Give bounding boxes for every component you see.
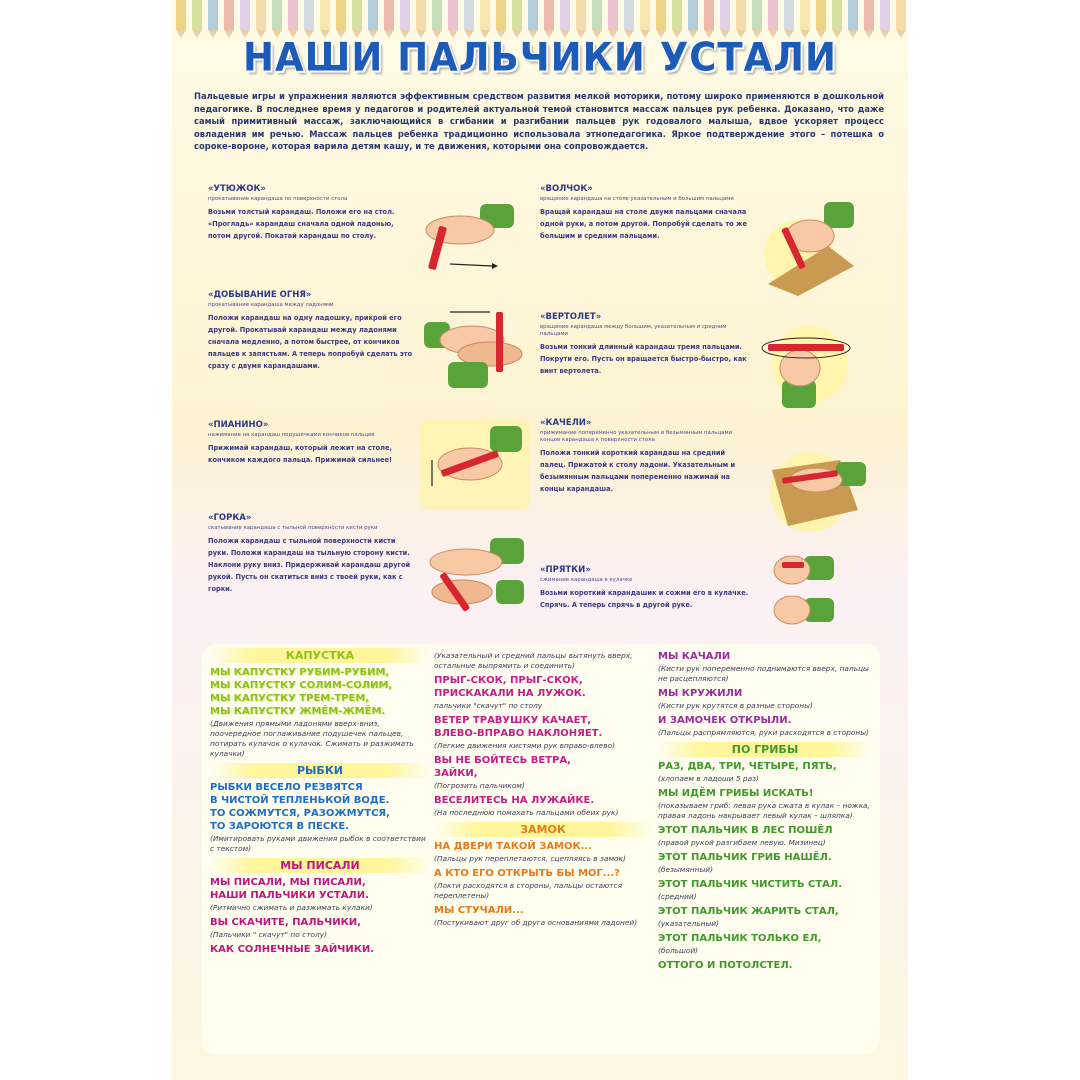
pencil-shape — [256, 0, 266, 30]
pencil-shape — [512, 0, 522, 30]
exercise-subtitle: прижимание попеременно указательным и безымянным пальцами концов карандаша к поверхности стола — [540, 430, 733, 443]
rhyme-line: ЭТОТ ПАЛЬЧИК ГРИБ НАШЁЛ. — [658, 852, 832, 863]
rhyme-line: МЫ КАПУСТКУ ЖМЁМ-ЖМЁМ. — [210, 706, 386, 717]
hand-kacheli-icon — [758, 440, 868, 540]
pencil-shape — [432, 0, 442, 30]
rhyme-note: (Постукивают друг об друга основаниями ладоней) — [434, 918, 638, 927]
pencil-shape — [720, 0, 730, 30]
exercise-text: Положи карандаш на одну ладошку, прикрой его другой. Прокатывай карандаш между ладонями сначала медленно, а потом быстрее, от кончиков пальцев к запястьям. А теперь попробуй сделать это сразу с двумя карандашами. — [208, 314, 413, 370]
rhyme-line: ВЫ СКАЧИТЕ, ПАЛЬЧИКИ, — [210, 917, 361, 928]
exercise-text: Положи тонкий короткий карандаш на средний палец. Прижатой к столу ладони. Указательным и безымянным пальцами попеременно нажимай на концы карандаша. — [540, 449, 736, 493]
rhyme-title-my-pisali: МЫ ПИСАЛИ — [210, 858, 430, 873]
rhyme-note: (Кисти рук крутятся в разные стороны) — [658, 701, 813, 710]
rhyme-title-po-griby: ПО ГРИБЫ — [658, 742, 872, 757]
rhyme-title-zamok: ЗАМОК — [434, 822, 652, 837]
pencil-shape — [336, 0, 346, 30]
rhyme-line: ПРИСКАКАЛИ НА ЛУЖОК. — [434, 688, 586, 699]
rhyme-note: (Погрозить пальчиком) — [434, 781, 525, 790]
pencil-shape — [400, 0, 410, 30]
rhyme-line: МЫ КРУЖИЛИ — [658, 688, 743, 699]
pencil-shape — [848, 0, 858, 30]
exercise-subtitle: нажимание на карандаш подушечками кончиков пальцев — [208, 432, 375, 438]
rhyme-note: (Ритмично сжимать и разжимать кулаки) — [210, 903, 373, 912]
rhyme-line: НАШИ ПАЛЬЧИКИ УСТАЛИ. — [210, 890, 369, 901]
pencil-shape — [896, 0, 906, 30]
rhyme-note: (показываем гриб: левая рука сжата в кулак – ножка, правая ладонь накрывает левый кулак – шляпка) — [658, 801, 870, 820]
exercise-title: «ПИАНИНО» — [208, 420, 269, 430]
pencil-shape — [560, 0, 570, 30]
exercise-subtitle: прокатывание карандаша между ладонями — [208, 302, 334, 308]
pencil-shape — [528, 0, 538, 30]
rhyme-line: КАК СОЛНЕЧНЫЕ ЗАЙЧИКИ. — [210, 944, 375, 955]
rhyme-note: (указательный) — [658, 919, 719, 928]
pencil-shape — [384, 0, 394, 30]
pencil-shape — [816, 0, 826, 30]
rhyme-note: (Пальцы распрямляются, руки расходятся в стороны) — [658, 728, 869, 737]
pencil-shape — [272, 0, 282, 30]
rhyme-note: (Движения прямыми ладонями вверх-вниз, поочередное поглаживание подушечек пальцев, потирать кулачок о кулачок. Сжимать и разжимать кулачки) — [210, 719, 414, 758]
rhyme-line: В ЧИСТОЙ ТЕПЛЕНЬКОЙ ВОДЕ. — [210, 795, 390, 806]
exercise-text: Вращай карандаш на столе двумя пальцами сначала одной руки, а потом другой. Попробуй сделать то же большим и средним пальцами. — [540, 208, 748, 240]
rhyme-note: (Локти расходятся в стороны, пальцы остаются переплетены) — [434, 881, 623, 900]
rhyme-line: ЭТОТ ПАЛЬЧИК ТОЛЬКО ЕЛ, — [658, 933, 822, 944]
pencil-shape — [832, 0, 842, 30]
exercise-title: «КАЧЕЛИ» — [540, 418, 592, 428]
pencil-shape — [208, 0, 218, 30]
hand-gorka-icon — [420, 530, 530, 620]
rhyme-line: МЫ ИДЁМ ГРИБЫ ИСКАТЬ! — [658, 788, 814, 799]
pencil-shape — [672, 0, 682, 30]
rhyme-line: ЗАЙКИ, — [434, 768, 478, 779]
pencil-shape — [704, 0, 714, 30]
exercise-title: «УТЮЖОК» — [208, 184, 266, 194]
rhyme-line: ЭТОТ ПАЛЬЧИК ЧИСТИТЬ СТАЛ. — [658, 879, 843, 890]
pencil-shape — [768, 0, 778, 30]
rhyme-line: МЫ КАПУСТКУ ТРЕМ-ТРЕМ, — [210, 693, 370, 704]
rhyme-note: пальчики "скачут" по столу — [434, 701, 543, 710]
rhyme-line: ВЛЕВО-ВПРАВО НАКЛОНЯЕТ. — [434, 728, 603, 739]
pencil-shape — [688, 0, 698, 30]
hand-pencil-icon — [420, 196, 520, 276]
exercise-text: Возьми толстый карандаш. Положи его на стол. «Прогладь» карандаш сначала одной ладонью, потом другой. Покатай карандаш по столу. — [208, 208, 395, 240]
rhyme-note: (Пальцы рук переплетаются, сцепляясь в замок) — [434, 854, 626, 863]
rhyme-line: ПРЫГ-СКОК, ПРЫГ-СКОК, — [434, 675, 583, 686]
pencil-shape — [592, 0, 602, 30]
rhymes-section — [202, 644, 880, 1054]
hand-pryatki-icon — [768, 550, 852, 634]
hand-pianino-icon — [420, 420, 530, 510]
pencil-shape — [544, 0, 554, 30]
hand-volchok-icon — [758, 196, 862, 296]
rhyme-note: (Пальчики " скачут" по столу) — [210, 930, 328, 939]
pencil-shape — [288, 0, 298, 30]
exercise-title: «ПРЯТКИ» — [540, 565, 591, 575]
rhyme-line: ЭТОТ ПАЛЬЧИК ЖАРИТЬ СТАЛ, — [658, 906, 839, 917]
pencil-shape — [608, 0, 618, 30]
exercise-kacheli — [540, 418, 750, 495]
rhyme-title-kapustka: КАПУСТКА — [210, 648, 430, 663]
pencil-shape — [496, 0, 506, 30]
pencil-shape — [416, 0, 426, 30]
pencil-shape — [368, 0, 378, 30]
pencil-shape — [464, 0, 474, 30]
exercise-text: Возьми тонкий длинный карандаш тремя пальцами. Покрути его. Пусть он вращается быстро-быстро, как винт вертолета. — [540, 343, 747, 375]
hands-rolling-icon — [420, 302, 540, 392]
exercise-subtitle: прокатывание карандаша по поверхности стола — [208, 196, 348, 202]
rhyme-line: РАЗ, ДВА, ТРИ, ЧЕТЫРЕ, ПЯТЬ, — [658, 761, 837, 772]
rhyme-note: (Указательный и средний пальцы вытянуть вверх, остальные выпрямить и соединить) — [434, 651, 633, 670]
rhyme-note: (безымянный) — [658, 865, 713, 874]
pencil-shape — [576, 0, 586, 30]
rhyme-line: МЫ КАЧАЛИ — [658, 651, 731, 662]
exercise-utyuzhok — [208, 184, 418, 242]
exercise-title: «ДОБЫВАНИЕ ОГНЯ» — [208, 290, 312, 300]
rhyme-line: ТО ЗАРОЮТСЯ В ПЕСКЕ. — [210, 821, 350, 832]
rhyme-line: МЫ ПИСАЛИ, МЫ ПИСАЛИ, — [210, 877, 366, 888]
rhymes-column-2 — [434, 650, 652, 931]
pencil-shape — [640, 0, 650, 30]
pencil-shape — [752, 0, 762, 30]
rhyme-note: (Имитировать руками движения рыбок в соответствии с текстом) — [210, 834, 426, 853]
exercise-text: Прижимай карандаш, который лежит на столе, кончиком каждого пальца. Прижимай сильнее! — [208, 444, 392, 464]
exercise-subtitle: сжимание карандаша в кулачке — [540, 577, 633, 583]
exercise-title: «ВЕРТОЛЕТ» — [540, 312, 602, 322]
rhyme-line: МЫ КАПУСТКУ РУБИМ-РУБИМ, — [210, 667, 390, 678]
rhyme-line: ТО СОЖМУТСЯ, РАЗОЖМУТСЯ, — [210, 808, 390, 819]
pencil-shape — [224, 0, 234, 30]
rhyme-note: (правой рукой разгибаем левую. Мизинец) — [658, 838, 826, 847]
pencil-shape — [320, 0, 330, 30]
exercise-gorka — [208, 513, 418, 595]
rhyme-line: МЫ КАПУСТКУ СОЛИМ-СОЛИМ, — [210, 680, 393, 691]
pencil-shape — [656, 0, 666, 30]
exercise-title: «ГОРКА» — [208, 513, 252, 523]
rhyme-line: ЭТОТ ПАЛЬЧИК В ЛЕС ПОШЁЛ — [658, 825, 833, 836]
rhyme-note: (Кисти рук попеременно поднимаются вверх, пальцы не расцепляются) — [658, 664, 869, 683]
rhyme-note: (большой) — [658, 946, 699, 955]
pencil-shape — [480, 0, 490, 30]
exercise-subtitle: вращение карандаша между большим, указательным и средним пальцами — [540, 324, 727, 337]
exercise-subtitle: вращение карандаша на столе указательным и большим пальцами — [540, 196, 734, 202]
rhyme-line: А КТО ЕГО ОТКРЫТЬ БЫ МОГ...? — [434, 868, 620, 879]
page-title: НАШИ ПАЛЬЧИКИ УСТАЛИ — [243, 34, 837, 81]
rhyme-line: МЫ СТУЧАЛИ... — [434, 905, 524, 916]
rhyme-line: И ЗАМОЧЕК ОТКРЫЛИ. — [658, 715, 792, 726]
rhyme-title-rybki: РЫБКИ — [210, 763, 430, 778]
rhyme-line: ВЫ НЕ БОЙТЕСЬ ВЕТРА, — [434, 755, 571, 766]
pencil-shape — [784, 0, 794, 30]
exercise-text: Возьми короткий карандашик и сожми его в кулачке. Спрячь. А теперь спрячь в другой руке. — [540, 589, 749, 609]
rhymes-column-3 — [658, 650, 872, 972]
exercise-text: Положи карандаш с тыльной поверхности кисти руки. Положи карандаш на тыльную сторону кисти. Наклони руку вниз. Придерживай карандаш другой рукой. Пусть он скатиться вниз с твоей руки, как с горки. — [208, 537, 411, 593]
rhymes-column-1 — [210, 644, 430, 956]
rhyme-note: (Легкие движения кистями рук вправо-влево) — [434, 741, 615, 750]
exercise-title: «ВОЛЧОК» — [540, 184, 593, 194]
pencil-shape — [880, 0, 890, 30]
pencil-shape — [736, 0, 746, 30]
pencil-shape — [864, 0, 874, 30]
pencil-shape — [448, 0, 458, 30]
rhyme-line: ВЕСЕЛИТЕСЬ НА ЛУЖАЙКЕ. — [434, 795, 595, 806]
pencil-shape — [624, 0, 634, 30]
rhyme-line: ВЕТЕР ТРАВУШКУ КАЧАЕТ, — [434, 715, 592, 726]
rhyme-line: ОТТОГО И ПОТОЛСТЕЛ. — [658, 960, 793, 971]
pencil-shape — [176, 0, 186, 30]
exercise-pryatki — [540, 565, 750, 611]
pencil-shape — [304, 0, 314, 30]
exercise-dobyvanie-ognya — [208, 290, 418, 372]
rhyme-line: НА ДВЕРИ ТАКОЙ ЗАМОК... — [434, 841, 593, 852]
pencil-shape — [352, 0, 362, 30]
exercise-volchok — [540, 184, 750, 242]
exercise-subtitle: скатывание карандаша с тыльной поверхности кисти руки — [208, 525, 378, 531]
pencil-shape — [800, 0, 810, 30]
rhyme-note: (На последнюю помахать пальцами обеих рук) — [434, 808, 619, 817]
rhyme-note: (средний) — [658, 892, 697, 901]
exercise-pianino — [208, 420, 418, 466]
pencil-shape — [240, 0, 250, 30]
exercise-vertolet — [540, 312, 750, 377]
poster — [172, 0, 908, 1080]
intro-text: Пальцевые игры и упражнения являются эффективным средством развития мелкой моторики, потому широко применяются в дошкольной педагогике. В последнее время у педагогов и родителей актуальной темой становится массаж пальцев рук ребенка. Доказано, что даже самый примитивный массаж, заключающийся в сгибании и разгибании пальцев рук годовалого малыша, вдвое ускоряет процесс овладения им речью. Массаж пальцев ребенка традиционно использовала этнопедагогика. Яркое подтверждение этого – потешка о сороке-вороне, которая варила детям кашу, и те движения, которыми она сопровождается. — [194, 91, 884, 151]
rhyme-line: РЫБКИ ВЕСЕЛО РЕЗВЯТСЯ — [210, 782, 363, 793]
rhyme-note: (хлопаем в ладоши 5 раз) — [658, 774, 759, 783]
pencil-shape — [192, 0, 202, 30]
hand-vertolet-icon — [758, 320, 862, 410]
